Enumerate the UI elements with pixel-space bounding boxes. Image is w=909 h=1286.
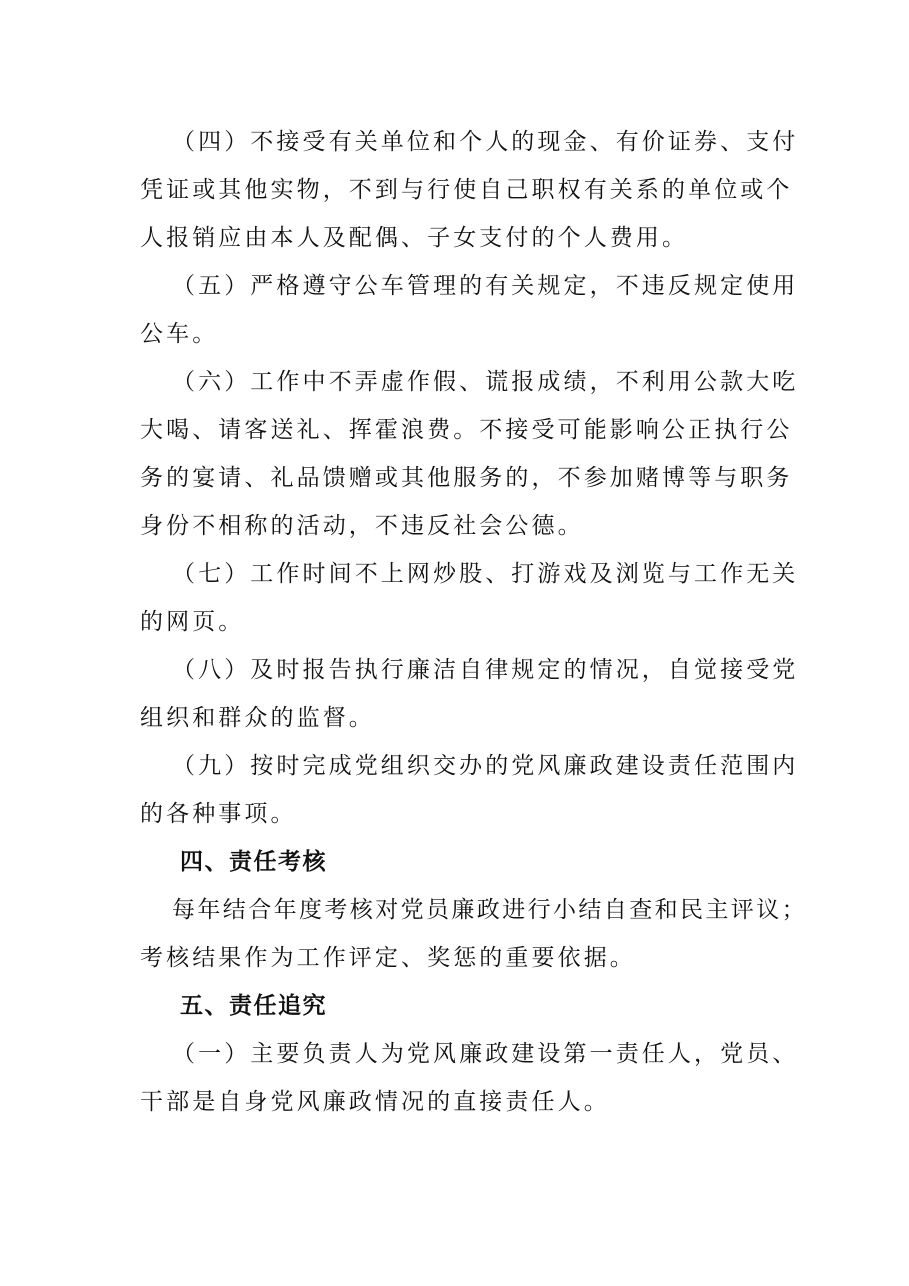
paragraph-line: 公车。: [140, 321, 219, 347]
paragraph-line: 的各种事项。: [140, 801, 297, 827]
paragraph-line: 的网页。: [140, 609, 245, 635]
paragraph-line: 凭证或其他实物，不到与行使自己职权有关系的单位或个: [140, 177, 793, 203]
paragraph-line: （四）不接受有关单位和个人的现金、有价证券、支付: [172, 129, 799, 155]
paragraph-line: （六）工作中不弄虚作假、谎报成绩，不利用公款大吃: [172, 369, 799, 395]
paragraph-line: （九）按时完成党组织交办的党风廉政建设责任范围内: [172, 753, 799, 779]
paragraph-line: 大喝、请客送礼、挥霍浪费。不接受可能影响公正执行公: [140, 417, 793, 443]
paragraph-line: （七）工作时间不上网炒股、打游戏及浏览与工作无关: [172, 561, 799, 587]
paragraph-line: 干部是自身党风廉政情况的直接责任人。: [140, 1089, 610, 1115]
paragraph-line: 人报销应由本人及配偶、子女支付的个人费用。: [140, 225, 689, 251]
paragraph-line: 务的宴请、礼品馈赠或其他服务的，不参加赌博等与职务: [140, 465, 793, 491]
paragraph-line: 组织和群众的监督。: [140, 705, 375, 731]
paragraph-line: 每年结合年度考核对党员廉政进行小结自查和民主评议；: [172, 897, 807, 923]
paragraph-line: （五）严格遵守公车管理的有关规定，不违反规定使用: [172, 273, 799, 299]
section-heading: 五、责任追究: [180, 993, 327, 1019]
paragraph-line: 身份不相称的活动，不违反社会公德。: [140, 513, 584, 539]
paragraph-line: （一）主要负责人为党风廉政建设第一责任人，党员、: [172, 1041, 799, 1067]
section-heading: 四、责任考核: [180, 849, 327, 875]
paragraph-line: 考核结果作为工作评定、奖惩的重要依据。: [140, 945, 636, 971]
paragraph-line: （八）及时报告执行廉洁自律规定的情况，自觉接受党: [172, 657, 799, 683]
